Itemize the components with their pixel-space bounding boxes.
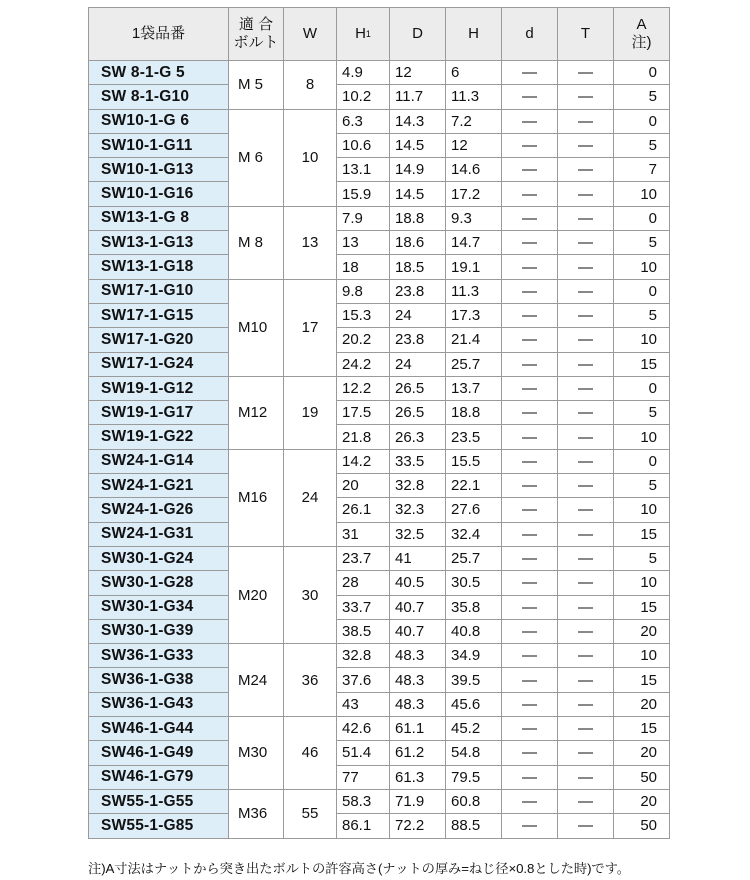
- bolt-size-cell: M20: [229, 546, 284, 643]
- h1-cell: 20: [337, 474, 390, 498]
- a-cell: 5: [614, 133, 670, 157]
- table-row: [89, 668, 670, 692]
- t-cell: —: [558, 789, 614, 813]
- header-d-small: d: [502, 8, 558, 61]
- table-row: [89, 449, 670, 473]
- a-cell: 10: [614, 425, 670, 449]
- part-number-cell: SW13-1-G13: [89, 231, 229, 255]
- table-row: [89, 61, 670, 85]
- d-small-cell: —: [502, 401, 558, 425]
- d-cell: 14.5: [390, 182, 446, 206]
- d-small-cell: —: [502, 109, 558, 133]
- a-cell: 50: [614, 765, 670, 789]
- h1-cell: 12.2: [337, 376, 390, 400]
- d-small-cell: —: [502, 789, 558, 813]
- part-number-cell: SW19-1-G17: [89, 401, 229, 425]
- d-cell: 48.3: [390, 692, 446, 716]
- h-cell: 11.3: [446, 279, 502, 303]
- d-small-cell: —: [502, 133, 558, 157]
- table-row: [89, 717, 670, 741]
- a-cell: 15: [614, 522, 670, 546]
- part-number-cell: SW30-1-G39: [89, 619, 229, 643]
- h-cell: 39.5: [446, 668, 502, 692]
- a-cell: 5: [614, 85, 670, 109]
- w-cell: 30: [284, 546, 337, 643]
- d-small-cell: —: [502, 644, 558, 668]
- h-cell: 6: [446, 61, 502, 85]
- h1-cell: 38.5: [337, 619, 390, 643]
- d-small-cell: —: [502, 595, 558, 619]
- d-small-cell: —: [502, 279, 558, 303]
- table-row: [89, 546, 670, 570]
- part-number-cell: SW17-1-G20: [89, 328, 229, 352]
- d-small-cell: —: [502, 571, 558, 595]
- a-cell: 10: [614, 255, 670, 279]
- h1-cell: 6.3: [337, 109, 390, 133]
- bolt-size-cell: M10: [229, 279, 284, 376]
- a-cell: 7: [614, 158, 670, 182]
- h-cell: 13.7: [446, 376, 502, 400]
- h1-cell: 43: [337, 692, 390, 716]
- d-cell: 11.7: [390, 85, 446, 109]
- d-cell: 23.8: [390, 328, 446, 352]
- table-row: [89, 765, 670, 789]
- d-cell: 24: [390, 303, 446, 327]
- d-small-cell: —: [502, 814, 558, 838]
- bolt-size-cell: M36: [229, 789, 284, 838]
- table-row: [89, 279, 670, 303]
- t-cell: —: [558, 61, 614, 85]
- a-cell: 15: [614, 352, 670, 376]
- h1-cell: 42.6: [337, 717, 390, 741]
- a-cell: 15: [614, 668, 670, 692]
- h-cell: 7.2: [446, 109, 502, 133]
- h1-cell: 31: [337, 522, 390, 546]
- h-cell: 25.7: [446, 546, 502, 570]
- a-cell: 5: [614, 401, 670, 425]
- h1-cell: 17.5: [337, 401, 390, 425]
- t-cell: —: [558, 498, 614, 522]
- h-cell: 27.6: [446, 498, 502, 522]
- d-small-cell: —: [502, 182, 558, 206]
- a-cell: 5: [614, 474, 670, 498]
- header-part-number: [89, 8, 229, 61]
- d-small-cell: —: [502, 741, 558, 765]
- part-number-cell: SW17-1-G24: [89, 352, 229, 376]
- a-cell: 5: [614, 231, 670, 255]
- h-cell: 34.9: [446, 644, 502, 668]
- part-number-cell: SW 8-1-G 5: [89, 61, 229, 85]
- d-cell: 40.7: [390, 595, 446, 619]
- d-small-cell: —: [502, 765, 558, 789]
- w-cell: 10: [284, 109, 337, 206]
- table-row: [89, 741, 670, 765]
- d-small-cell: —: [502, 619, 558, 643]
- d-cell: 23.8: [390, 279, 446, 303]
- h1-cell: 10.6: [337, 133, 390, 157]
- t-cell: —: [558, 619, 614, 643]
- header-bolt-line1: 適 合: [238, 16, 274, 33]
- h1-cell: 14.2: [337, 449, 390, 473]
- d-cell: 18.6: [390, 231, 446, 255]
- d-small-cell: —: [502, 498, 558, 522]
- t-cell: —: [558, 158, 614, 182]
- t-cell: —: [558, 109, 614, 133]
- table-row: [89, 595, 670, 619]
- h-cell: 9.3: [446, 206, 502, 230]
- table-row: [89, 401, 670, 425]
- a-cell: 0: [614, 206, 670, 230]
- a-cell: 50: [614, 814, 670, 838]
- t-cell: —: [558, 85, 614, 109]
- h-cell: 22.1: [446, 474, 502, 498]
- d-small-cell: —: [502, 546, 558, 570]
- t-cell: —: [558, 328, 614, 352]
- header-h1-main: H: [355, 25, 366, 42]
- d-small-cell: —: [502, 206, 558, 230]
- t-cell: —: [558, 425, 614, 449]
- t-cell: —: [558, 376, 614, 400]
- h-cell: 45.2: [446, 717, 502, 741]
- part-number-cell: SW17-1-G15: [89, 303, 229, 327]
- t-cell: —: [558, 206, 614, 230]
- d-cell: 61.1: [390, 717, 446, 741]
- footnote: 注)A寸法はナットから突き出たボルトの許容高さ(ナットの厚み=ねじ径×0.8とした時)です。: [88, 861, 630, 876]
- a-cell: 20: [614, 789, 670, 813]
- h-cell: 18.8: [446, 401, 502, 425]
- d-cell: 32.8: [390, 474, 446, 498]
- d-small-cell: —: [502, 231, 558, 255]
- part-number-cell: SW13-1-G18: [89, 255, 229, 279]
- h-cell: 25.7: [446, 352, 502, 376]
- table-row: [89, 498, 670, 522]
- table-row: [89, 619, 670, 643]
- bolt-size-cell: M16: [229, 449, 284, 546]
- t-cell: —: [558, 765, 614, 789]
- h1-cell: 51.4: [337, 741, 390, 765]
- part-number-cell: SW30-1-G28: [89, 571, 229, 595]
- part-number-cell: SW13-1-G 8: [89, 206, 229, 230]
- a-cell: 10: [614, 182, 670, 206]
- d-small-cell: —: [502, 158, 558, 182]
- part-number-cell: SW10-1-G 6: [89, 109, 229, 133]
- h1-cell: 10.2: [337, 85, 390, 109]
- h-cell: 17.3: [446, 303, 502, 327]
- d-cell: 12: [390, 61, 446, 85]
- d-small-cell: —: [502, 425, 558, 449]
- d-small-cell: —: [502, 352, 558, 376]
- table-row: [89, 85, 670, 109]
- spec-table: [88, 7, 670, 839]
- d-small-cell: —: [502, 522, 558, 546]
- h1-cell: 7.9: [337, 206, 390, 230]
- table-row: [89, 109, 670, 133]
- d-cell: 32.3: [390, 498, 446, 522]
- table-row: [89, 789, 670, 813]
- part-number-cell: SW55-1-G85: [89, 814, 229, 838]
- d-small-cell: —: [502, 255, 558, 279]
- part-number-cell: SW17-1-G10: [89, 279, 229, 303]
- table-row: [89, 133, 670, 157]
- h-cell: 54.8: [446, 741, 502, 765]
- h1-cell: 20.2: [337, 328, 390, 352]
- h1-cell: 86.1: [337, 814, 390, 838]
- d-cell: 40.5: [390, 571, 446, 595]
- h-cell: 19.1: [446, 255, 502, 279]
- w-cell: 55: [284, 789, 337, 838]
- t-cell: —: [558, 449, 614, 473]
- a-cell: 10: [614, 328, 670, 352]
- w-cell: 46: [284, 717, 337, 790]
- a-cell: 5: [614, 546, 670, 570]
- part-number-cell: SW46-1-G44: [89, 717, 229, 741]
- part-number-cell: SW24-1-G21: [89, 474, 229, 498]
- bolt-size-cell: M12: [229, 376, 284, 449]
- w-cell: 19: [284, 376, 337, 449]
- a-cell: 10: [614, 644, 670, 668]
- h1-cell: 13.1: [337, 158, 390, 182]
- h-cell: 45.6: [446, 692, 502, 716]
- d-cell: 48.3: [390, 668, 446, 692]
- h-cell: 30.5: [446, 571, 502, 595]
- a-cell: 10: [614, 498, 670, 522]
- d-cell: 26.5: [390, 376, 446, 400]
- table-row: [89, 182, 670, 206]
- table-row: [89, 474, 670, 498]
- h1-cell: 13: [337, 231, 390, 255]
- d-cell: 40.7: [390, 619, 446, 643]
- a-cell: 0: [614, 376, 670, 400]
- d-small-cell: —: [502, 717, 558, 741]
- h-cell: 14.6: [446, 158, 502, 182]
- d-cell: 32.5: [390, 522, 446, 546]
- table-row: [89, 571, 670, 595]
- t-cell: —: [558, 231, 614, 255]
- h1-cell: 77: [337, 765, 390, 789]
- header-bolt: [229, 8, 284, 61]
- table-row: [89, 328, 670, 352]
- t-cell: —: [558, 644, 614, 668]
- h1-cell: 33.7: [337, 595, 390, 619]
- header-h1: [337, 8, 390, 61]
- t-cell: —: [558, 546, 614, 570]
- table-row: [89, 158, 670, 182]
- h-cell: 14.7: [446, 231, 502, 255]
- a-cell: 0: [614, 279, 670, 303]
- h-cell: 35.8: [446, 595, 502, 619]
- part-number-cell: SW19-1-G22: [89, 425, 229, 449]
- d-cell: 41: [390, 546, 446, 570]
- table-row: [89, 644, 670, 668]
- header-part-label: 1袋品番: [131, 25, 186, 42]
- d-small-cell: —: [502, 328, 558, 352]
- table-row: [89, 376, 670, 400]
- part-number-cell: SW10-1-G16: [89, 182, 229, 206]
- table-row: [89, 303, 670, 327]
- a-cell: 5: [614, 303, 670, 327]
- table-row: [89, 522, 670, 546]
- d-cell: 14.3: [390, 109, 446, 133]
- bolt-size-cell: M 6: [229, 109, 284, 206]
- bolt-size-cell: M24: [229, 644, 284, 717]
- h1-cell: 24.2: [337, 352, 390, 376]
- part-number-cell: SW10-1-G11: [89, 133, 229, 157]
- t-cell: —: [558, 668, 614, 692]
- header-h: H: [446, 8, 502, 61]
- table-row: [89, 425, 670, 449]
- header-a-line1: A: [636, 16, 647, 33]
- h1-cell: 28: [337, 571, 390, 595]
- a-cell: 20: [614, 619, 670, 643]
- t-cell: —: [558, 255, 614, 279]
- part-number-cell: SW36-1-G43: [89, 692, 229, 716]
- t-cell: —: [558, 401, 614, 425]
- h-cell: 32.4: [446, 522, 502, 546]
- header-a: [614, 8, 670, 61]
- t-cell: —: [558, 352, 614, 376]
- header-a-line2: 注): [631, 34, 652, 51]
- d-small-cell: —: [502, 376, 558, 400]
- t-cell: —: [558, 571, 614, 595]
- h-cell: 15.5: [446, 449, 502, 473]
- part-number-cell: SW19-1-G12: [89, 376, 229, 400]
- d-cell: 18.5: [390, 255, 446, 279]
- w-cell: 13: [284, 206, 337, 279]
- d-cell: 61.3: [390, 765, 446, 789]
- d-cell: 48.3: [390, 644, 446, 668]
- d-cell: 14.5: [390, 133, 446, 157]
- d-cell: 24: [390, 352, 446, 376]
- h-cell: 12: [446, 133, 502, 157]
- t-cell: —: [558, 182, 614, 206]
- w-cell: 8: [284, 61, 337, 110]
- d-small-cell: —: [502, 303, 558, 327]
- d-small-cell: —: [502, 61, 558, 85]
- d-cell: 26.5: [390, 401, 446, 425]
- d-cell: 61.2: [390, 741, 446, 765]
- h-cell: 21.4: [446, 328, 502, 352]
- d-small-cell: —: [502, 85, 558, 109]
- h-cell: 60.8: [446, 789, 502, 813]
- header-w: W: [284, 8, 337, 61]
- d-small-cell: —: [502, 692, 558, 716]
- table-row: [89, 255, 670, 279]
- a-cell: 20: [614, 741, 670, 765]
- a-cell: 15: [614, 717, 670, 741]
- h-cell: 79.5: [446, 765, 502, 789]
- t-cell: —: [558, 474, 614, 498]
- part-number-cell: SW55-1-G55: [89, 789, 229, 813]
- table-row: [89, 692, 670, 716]
- t-cell: —: [558, 814, 614, 838]
- part-number-cell: SW30-1-G34: [89, 595, 229, 619]
- t-cell: —: [558, 692, 614, 716]
- h1-cell: 32.8: [337, 644, 390, 668]
- a-cell: 10: [614, 571, 670, 595]
- t-cell: —: [558, 522, 614, 546]
- d-cell: 71.9: [390, 789, 446, 813]
- table-row: [89, 206, 670, 230]
- bolt-size-cell: M 5: [229, 61, 284, 110]
- header-row: [89, 8, 670, 61]
- h-cell: 23.5: [446, 425, 502, 449]
- part-number-cell: SW24-1-G26: [89, 498, 229, 522]
- h-cell: 17.2: [446, 182, 502, 206]
- part-number-cell: SW36-1-G38: [89, 668, 229, 692]
- a-cell: 0: [614, 61, 670, 85]
- a-cell: 0: [614, 109, 670, 133]
- d-cell: 72.2: [390, 814, 446, 838]
- a-cell: 15: [614, 595, 670, 619]
- header-bolt-line2: ボルト: [233, 34, 279, 51]
- t-cell: —: [558, 303, 614, 327]
- h1-cell: 15.3: [337, 303, 390, 327]
- table-row: [89, 814, 670, 838]
- d-cell: 14.9: [390, 158, 446, 182]
- d-small-cell: —: [502, 668, 558, 692]
- table-row: [89, 352, 670, 376]
- header-t: T: [558, 8, 614, 61]
- h1-cell: 26.1: [337, 498, 390, 522]
- d-cell: 18.8: [390, 206, 446, 230]
- d-cell: 33.5: [390, 449, 446, 473]
- part-number-cell: SW46-1-G49: [89, 741, 229, 765]
- part-number-cell: SW30-1-G24: [89, 546, 229, 570]
- h1-cell: 21.8: [337, 425, 390, 449]
- part-number-cell: SW46-1-G79: [89, 765, 229, 789]
- h-cell: 88.5: [446, 814, 502, 838]
- h-cell: 11.3: [446, 85, 502, 109]
- t-cell: —: [558, 279, 614, 303]
- d-cell: 26.3: [390, 425, 446, 449]
- h1-cell: 4.9: [337, 61, 390, 85]
- part-number-cell: SW24-1-G14: [89, 449, 229, 473]
- h1-cell: 23.7: [337, 546, 390, 570]
- part-number-cell: SW 8-1-G10: [89, 85, 229, 109]
- h1-cell: 15.9: [337, 182, 390, 206]
- a-cell: 20: [614, 692, 670, 716]
- bolt-size-cell: M 8: [229, 206, 284, 279]
- w-cell: 24: [284, 449, 337, 546]
- h1-cell: 58.3: [337, 789, 390, 813]
- d-small-cell: —: [502, 449, 558, 473]
- t-cell: —: [558, 741, 614, 765]
- d-small-cell: —: [502, 474, 558, 498]
- w-cell: 17: [284, 279, 337, 376]
- table-body: [89, 61, 670, 839]
- t-cell: —: [558, 595, 614, 619]
- bolt-size-cell: M30: [229, 717, 284, 790]
- part-number-cell: SW10-1-G13: [89, 158, 229, 182]
- w-cell: 36: [284, 644, 337, 717]
- part-number-cell: SW36-1-G33: [89, 644, 229, 668]
- t-cell: —: [558, 717, 614, 741]
- header-d: D: [390, 8, 446, 61]
- header-h1-sub: 1: [365, 29, 371, 39]
- h-cell: 40.8: [446, 619, 502, 643]
- h1-cell: 9.8: [337, 279, 390, 303]
- table-row: [89, 231, 670, 255]
- h1-cell: 37.6: [337, 668, 390, 692]
- a-cell: 0: [614, 449, 670, 473]
- t-cell: —: [558, 133, 614, 157]
- h1-cell: 18: [337, 255, 390, 279]
- part-number-cell: SW24-1-G31: [89, 522, 229, 546]
